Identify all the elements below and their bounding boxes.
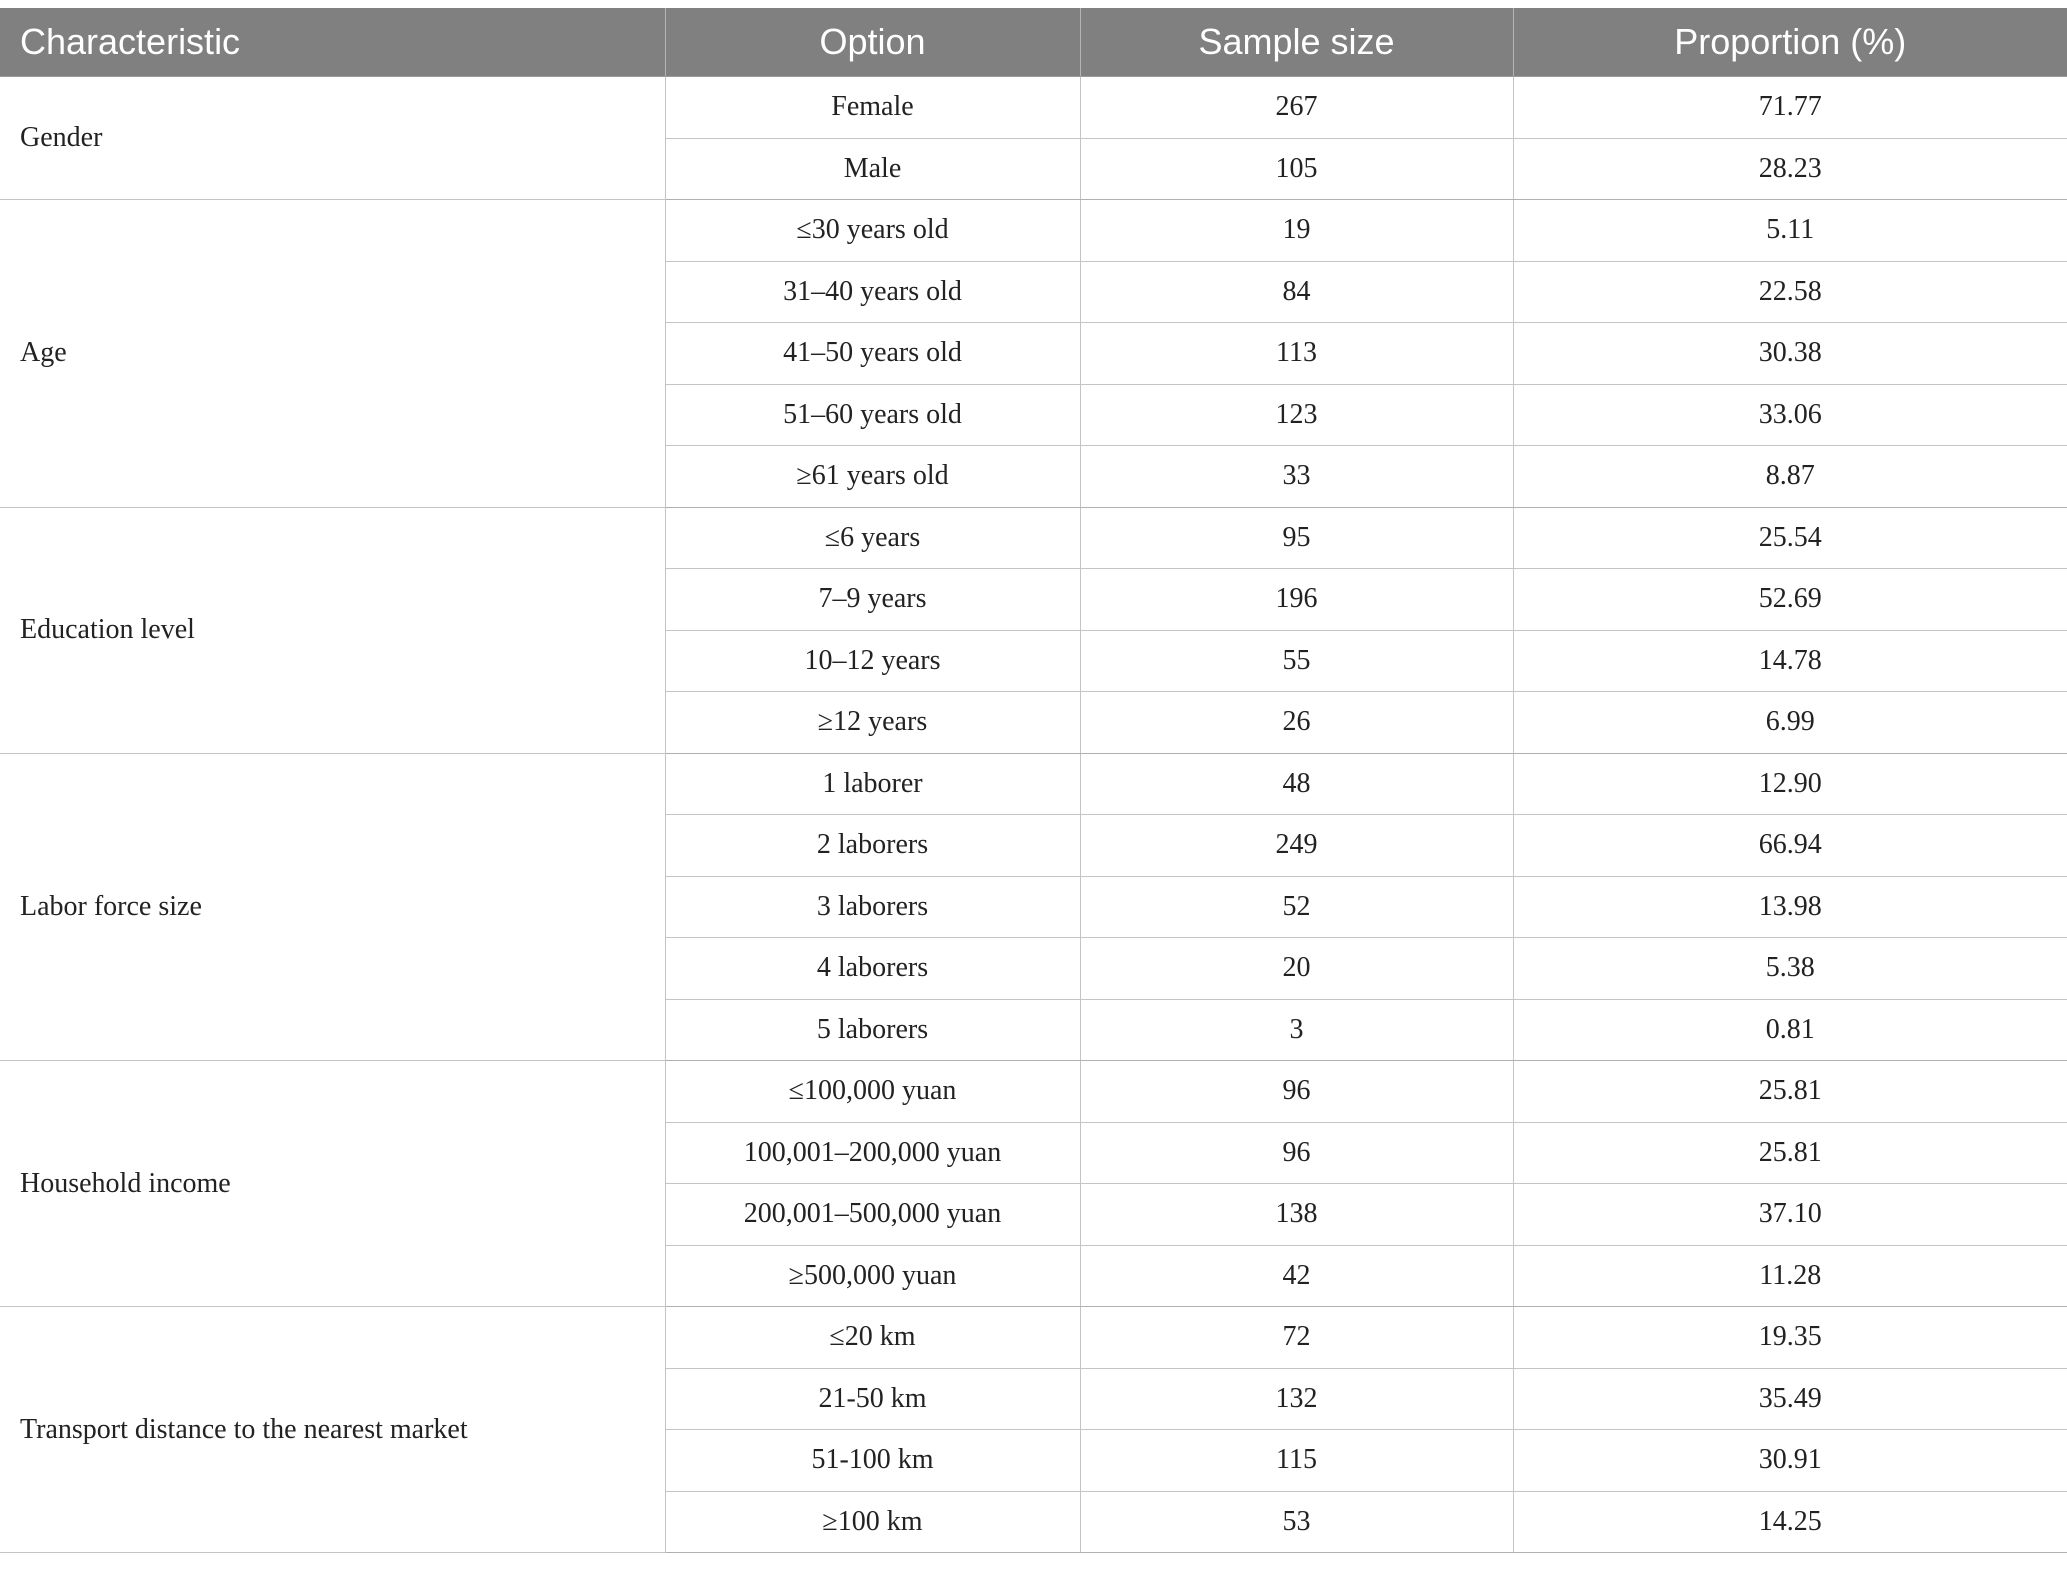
header-option: Option xyxy=(665,8,1080,77)
proportion-cell: 30.91 xyxy=(1513,1430,2067,1492)
proportion-cell: 13.98 xyxy=(1513,876,2067,938)
sample-size-cell: 267 xyxy=(1080,77,1513,139)
sample-size-cell: 115 xyxy=(1080,1430,1513,1492)
proportion-cell: 14.25 xyxy=(1513,1491,2067,1553)
characteristics-table xyxy=(0,8,2067,1553)
table-row xyxy=(0,1061,2067,1123)
proportion-cell: 0.81 xyxy=(1513,999,2067,1061)
table-row xyxy=(0,753,2067,815)
option-cell: 1 laborer xyxy=(665,753,1080,815)
sample-size-cell: 96 xyxy=(1080,1061,1513,1123)
sample-size-cell: 84 xyxy=(1080,261,1513,323)
sample-size-cell: 96 xyxy=(1080,1122,1513,1184)
option-cell: ≥61 years old xyxy=(665,446,1080,508)
option-cell: 31–40 years old xyxy=(665,261,1080,323)
proportion-cell: 33.06 xyxy=(1513,384,2067,446)
option-cell: 41–50 years old xyxy=(665,323,1080,385)
option-cell: 100,001–200,000 yuan xyxy=(665,1122,1080,1184)
option-cell: Female xyxy=(665,77,1080,139)
proportion-cell: 71.77 xyxy=(1513,77,2067,139)
proportion-cell: 66.94 xyxy=(1513,815,2067,877)
sample-size-cell: 52 xyxy=(1080,876,1513,938)
option-cell: ≤20 km xyxy=(665,1307,1080,1369)
option-cell: ≤30 years old xyxy=(665,200,1080,262)
option-cell: ≤6 years xyxy=(665,507,1080,569)
sample-size-cell: 95 xyxy=(1080,507,1513,569)
option-cell: 4 laborers xyxy=(665,938,1080,1000)
sample-size-cell: 48 xyxy=(1080,753,1513,815)
table-row xyxy=(0,200,2067,262)
characteristic-cell: Household income xyxy=(0,1061,665,1307)
characteristic-cell: Transport distance to the nearest market xyxy=(0,1307,665,1553)
sample-size-cell: 53 xyxy=(1080,1491,1513,1553)
sample-size-cell: 33 xyxy=(1080,446,1513,508)
option-cell: 21-50 km xyxy=(665,1368,1080,1430)
option-cell: 2 laborers xyxy=(665,815,1080,877)
proportion-cell: 11.28 xyxy=(1513,1245,2067,1307)
table-header xyxy=(0,8,2067,77)
proportion-cell: 25.81 xyxy=(1513,1061,2067,1123)
characteristic-cell: Age xyxy=(0,200,665,508)
option-cell: Male xyxy=(665,138,1080,200)
sample-size-cell: 55 xyxy=(1080,630,1513,692)
proportion-cell: 19.35 xyxy=(1513,1307,2067,1369)
proportion-cell: 22.58 xyxy=(1513,261,2067,323)
option-cell: 200,001–500,000 yuan xyxy=(665,1184,1080,1246)
proportion-cell: 25.81 xyxy=(1513,1122,2067,1184)
table-row xyxy=(0,77,2067,139)
header-proportion: Proportion (%) xyxy=(1513,8,2067,77)
option-cell: ≤100,000 yuan xyxy=(665,1061,1080,1123)
option-cell: ≥500,000 yuan xyxy=(665,1245,1080,1307)
proportion-cell: 25.54 xyxy=(1513,507,2067,569)
characteristic-cell: Education level xyxy=(0,507,665,753)
proportion-cell: 5.11 xyxy=(1513,200,2067,262)
table-row xyxy=(0,1307,2067,1369)
table-row xyxy=(0,507,2067,569)
option-cell: 10–12 years xyxy=(665,630,1080,692)
sample-size-cell: 138 xyxy=(1080,1184,1513,1246)
table-body xyxy=(0,77,2067,1553)
sample-size-cell: 72 xyxy=(1080,1307,1513,1369)
sample-size-cell: 123 xyxy=(1080,384,1513,446)
option-cell: 51-100 km xyxy=(665,1430,1080,1492)
proportion-cell: 28.23 xyxy=(1513,138,2067,200)
sample-size-cell: 105 xyxy=(1080,138,1513,200)
sample-size-cell: 249 xyxy=(1080,815,1513,877)
characteristic-cell: Gender xyxy=(0,77,665,200)
proportion-cell: 12.90 xyxy=(1513,753,2067,815)
table-container xyxy=(0,8,2067,1553)
proportion-cell: 5.38 xyxy=(1513,938,2067,1000)
sample-size-cell: 113 xyxy=(1080,323,1513,385)
proportion-cell: 52.69 xyxy=(1513,569,2067,631)
header-characteristic: Characteristic xyxy=(0,8,665,77)
option-cell: 7–9 years xyxy=(665,569,1080,631)
proportion-cell: 14.78 xyxy=(1513,630,2067,692)
option-cell: 51–60 years old xyxy=(665,384,1080,446)
sample-size-cell: 20 xyxy=(1080,938,1513,1000)
sample-size-cell: 132 xyxy=(1080,1368,1513,1430)
sample-size-cell: 19 xyxy=(1080,200,1513,262)
option-cell: ≥100 km xyxy=(665,1491,1080,1553)
proportion-cell: 37.10 xyxy=(1513,1184,2067,1246)
sample-size-cell: 26 xyxy=(1080,692,1513,754)
option-cell: 5 laborers xyxy=(665,999,1080,1061)
option-cell: 3 laborers xyxy=(665,876,1080,938)
proportion-cell: 30.38 xyxy=(1513,323,2067,385)
option-cell: ≥12 years xyxy=(665,692,1080,754)
sample-size-cell: 196 xyxy=(1080,569,1513,631)
proportion-cell: 35.49 xyxy=(1513,1368,2067,1430)
header-sample-size: Sample size xyxy=(1080,8,1513,77)
sample-size-cell: 42 xyxy=(1080,1245,1513,1307)
header-row xyxy=(0,8,2067,77)
proportion-cell: 8.87 xyxy=(1513,446,2067,508)
proportion-cell: 6.99 xyxy=(1513,692,2067,754)
characteristic-cell: Labor force size xyxy=(0,753,665,1061)
sample-size-cell: 3 xyxy=(1080,999,1513,1061)
